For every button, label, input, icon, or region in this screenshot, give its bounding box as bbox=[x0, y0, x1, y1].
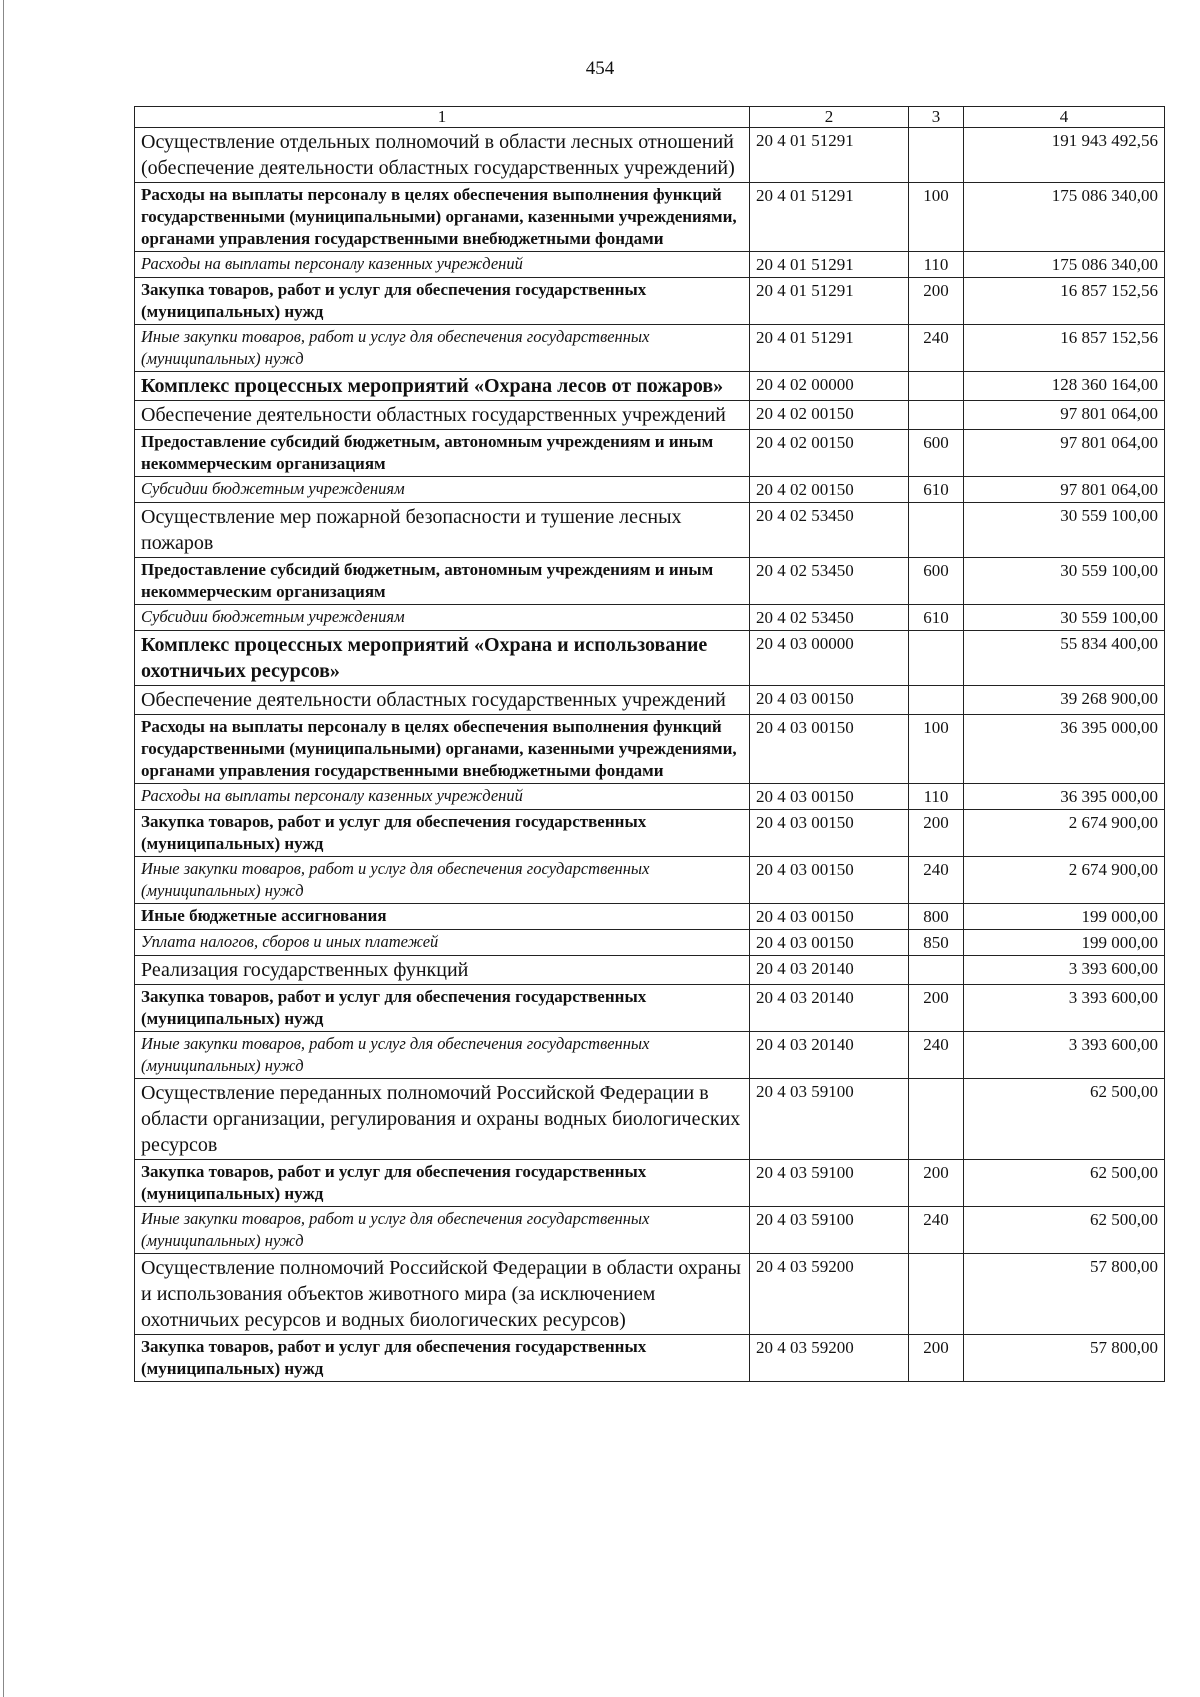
row-amount-cell: 191 943 492,56 bbox=[964, 128, 1165, 183]
table-row bbox=[135, 503, 1165, 558]
row-code-cell: 20 4 02 53450 bbox=[750, 503, 909, 558]
row-expense-type-cell: 240 bbox=[909, 325, 964, 372]
row-amount-cell: 97 801 064,00 bbox=[964, 430, 1165, 477]
row-expense-type-cell: 240 bbox=[909, 1032, 964, 1079]
row-expense-type-cell bbox=[909, 1254, 964, 1335]
table-row bbox=[135, 605, 1165, 631]
row-expense-type-cell: 100 bbox=[909, 183, 964, 252]
row-amount-cell: 36 395 000,00 bbox=[964, 715, 1165, 784]
row-amount-cell: 3 393 600,00 bbox=[964, 1032, 1165, 1079]
row-expense-type-cell bbox=[909, 372, 964, 401]
row-expense-type-cell: 110 bbox=[909, 252, 964, 278]
table-row bbox=[135, 930, 1165, 956]
row-amount-cell: 62 500,00 bbox=[964, 1079, 1165, 1160]
row-expense-type-cell bbox=[909, 631, 964, 686]
row-amount-cell: 30 559 100,00 bbox=[964, 605, 1165, 631]
column-header-code: 2 bbox=[750, 107, 909, 128]
table-row bbox=[135, 401, 1165, 430]
table-row bbox=[135, 1207, 1165, 1254]
row-name-cell: Предоставление субсидий бюджетным, автономным учреждениям и иным некоммерческим организациям bbox=[135, 430, 750, 477]
row-code-cell: 20 4 03 00150 bbox=[750, 930, 909, 956]
row-expense-type-cell bbox=[909, 401, 964, 430]
row-name-cell: Закупка товаров, работ и услуг для обеспечения государственных (муниципальных) нужд bbox=[135, 278, 750, 325]
row-expense-type-cell bbox=[909, 128, 964, 183]
row-expense-type-cell: 610 bbox=[909, 605, 964, 631]
row-amount-cell: 55 834 400,00 bbox=[964, 631, 1165, 686]
row-expense-type-cell: 110 bbox=[909, 784, 964, 810]
row-name-cell: Предоставление субсидий бюджетным, автономным учреждениям и иным некоммерческим организациям bbox=[135, 558, 750, 605]
row-name-cell: Осуществление полномочий Российской Федерации в области охраны и использования объектов животного мира (за исключением охотничьих ресурсов и водных биологических ресурсов) bbox=[135, 1254, 750, 1335]
row-name-cell: Субсидии бюджетным учреждениям bbox=[135, 477, 750, 503]
row-amount-cell: 57 800,00 bbox=[964, 1254, 1165, 1335]
row-code-cell: 20 4 02 00000 bbox=[750, 372, 909, 401]
row-amount-cell: 97 801 064,00 bbox=[964, 477, 1165, 503]
row-expense-type-cell: 610 bbox=[909, 477, 964, 503]
table-header-row bbox=[135, 107, 1165, 128]
row-code-cell: 20 4 03 59100 bbox=[750, 1079, 909, 1160]
row-code-cell: 20 4 02 53450 bbox=[750, 605, 909, 631]
budget-table bbox=[134, 106, 1165, 1382]
row-code-cell: 20 4 03 20140 bbox=[750, 985, 909, 1032]
row-name-cell: Закупка товаров, работ и услуг для обеспечения государственных (муниципальных) нужд bbox=[135, 810, 750, 857]
row-code-cell: 20 4 03 00150 bbox=[750, 784, 909, 810]
table-row bbox=[135, 430, 1165, 477]
row-amount-cell: 62 500,00 bbox=[964, 1207, 1165, 1254]
table-row bbox=[135, 1032, 1165, 1079]
row-expense-type-cell: 800 bbox=[909, 904, 964, 930]
row-amount-cell: 39 268 900,00 bbox=[964, 686, 1165, 715]
row-code-cell: 20 4 02 00150 bbox=[750, 477, 909, 503]
row-expense-type-cell bbox=[909, 503, 964, 558]
row-name-cell: Осуществление переданных полномочий Российской Федерации в области организации, регулирования и охраны водных биологических ресурсов bbox=[135, 1079, 750, 1160]
row-name-cell: Осуществление отдельных полномочий в области лесных отношений (обеспечение деятельности областных государственных учреждений) bbox=[135, 128, 750, 183]
row-amount-cell: 175 086 340,00 bbox=[964, 252, 1165, 278]
table-row bbox=[135, 278, 1165, 325]
table-row bbox=[135, 252, 1165, 278]
table-row bbox=[135, 904, 1165, 930]
row-expense-type-cell: 600 bbox=[909, 558, 964, 605]
row-code-cell: 20 4 02 53450 bbox=[750, 558, 909, 605]
row-name-cell: Реализация государственных функций bbox=[135, 956, 750, 985]
row-name-cell: Иные закупки товаров, работ и услуг для обеспечения государственных (муниципальных) нужд bbox=[135, 1207, 750, 1254]
row-code-cell: 20 4 03 00150 bbox=[750, 810, 909, 857]
column-header-expense-type: 3 bbox=[909, 107, 964, 128]
row-name-cell: Комплекс процессных мероприятий «Охрана лесов от пожаров» bbox=[135, 372, 750, 401]
row-expense-type-cell: 240 bbox=[909, 857, 964, 904]
row-name-cell: Обеспечение деятельности областных государственных учреждений bbox=[135, 686, 750, 715]
row-code-cell: 20 4 01 51291 bbox=[750, 325, 909, 372]
row-amount-cell: 30 559 100,00 bbox=[964, 503, 1165, 558]
row-code-cell: 20 4 03 00000 bbox=[750, 631, 909, 686]
row-expense-type-cell: 100 bbox=[909, 715, 964, 784]
row-code-cell: 20 4 01 51291 bbox=[750, 183, 909, 252]
row-name-cell: Уплата налогов, сборов и иных платежей bbox=[135, 930, 750, 956]
row-code-cell: 20 4 03 00150 bbox=[750, 857, 909, 904]
table-row bbox=[135, 372, 1165, 401]
table-row bbox=[135, 1079, 1165, 1160]
table-row bbox=[135, 985, 1165, 1032]
row-code-cell: 20 4 03 59100 bbox=[750, 1207, 909, 1254]
row-name-cell: Расходы на выплаты персоналу казенных учреждений bbox=[135, 252, 750, 278]
row-amount-cell: 30 559 100,00 bbox=[964, 558, 1165, 605]
row-amount-cell: 36 395 000,00 bbox=[964, 784, 1165, 810]
row-amount-cell: 62 500,00 bbox=[964, 1160, 1165, 1207]
row-name-cell: Комплекс процессных мероприятий «Охрана и использование охотничьих ресурсов» bbox=[135, 631, 750, 686]
table-row bbox=[135, 1254, 1165, 1335]
row-code-cell: 20 4 03 00150 bbox=[750, 904, 909, 930]
row-code-cell: 20 4 03 00150 bbox=[750, 715, 909, 784]
row-code-cell: 20 4 02 00150 bbox=[750, 430, 909, 477]
row-expense-type-cell: 850 bbox=[909, 930, 964, 956]
row-amount-cell: 97 801 064,00 bbox=[964, 401, 1165, 430]
table-row bbox=[135, 1335, 1165, 1382]
row-expense-type-cell bbox=[909, 686, 964, 715]
row-code-cell: 20 4 03 00150 bbox=[750, 686, 909, 715]
row-code-cell: 20 4 01 51291 bbox=[750, 252, 909, 278]
table-row bbox=[135, 715, 1165, 784]
table-row bbox=[135, 128, 1165, 183]
table-row bbox=[135, 857, 1165, 904]
row-code-cell: 20 4 01 51291 bbox=[750, 128, 909, 183]
row-expense-type-cell: 600 bbox=[909, 430, 964, 477]
table-row bbox=[135, 183, 1165, 252]
row-amount-cell: 199 000,00 bbox=[964, 904, 1165, 930]
row-name-cell: Обеспечение деятельности областных государственных учреждений bbox=[135, 401, 750, 430]
row-amount-cell: 175 086 340,00 bbox=[964, 183, 1165, 252]
column-header-name: 1 bbox=[135, 107, 750, 128]
row-amount-cell: 3 393 600,00 bbox=[964, 956, 1165, 985]
row-code-cell: 20 4 03 59200 bbox=[750, 1335, 909, 1382]
row-amount-cell: 57 800,00 bbox=[964, 1335, 1165, 1382]
row-name-cell: Закупка товаров, работ и услуг для обеспечения государственных (муниципальных) нужд bbox=[135, 985, 750, 1032]
row-name-cell: Осуществление мер пожарной безопасности и тушение лесных пожаров bbox=[135, 503, 750, 558]
table-body bbox=[135, 128, 1165, 1382]
row-code-cell: 20 4 03 59100 bbox=[750, 1160, 909, 1207]
column-header-amount: 4 bbox=[964, 107, 1165, 128]
row-code-cell: 20 4 03 59200 bbox=[750, 1254, 909, 1335]
scan-edge-line bbox=[3, 0, 4, 1697]
row-expense-type-cell: 240 bbox=[909, 1207, 964, 1254]
table-row bbox=[135, 631, 1165, 686]
table-row bbox=[135, 810, 1165, 857]
row-expense-type-cell: 200 bbox=[909, 278, 964, 325]
row-name-cell: Расходы на выплаты персоналу в целях обеспечения выполнения функций государственными (муниципальными) органами, казенными учреждениями, органами управления государственными внебюджетными фондами bbox=[135, 715, 750, 784]
page-number: 454 bbox=[585, 58, 615, 79]
row-code-cell: 20 4 03 20140 bbox=[750, 1032, 909, 1079]
row-amount-cell: 2 674 900,00 bbox=[964, 857, 1165, 904]
row-name-cell: Иные закупки товаров, работ и услуг для обеспечения государственных (муниципальных) нужд bbox=[135, 857, 750, 904]
table-row bbox=[135, 477, 1165, 503]
row-expense-type-cell bbox=[909, 1079, 964, 1160]
row-name-cell: Иные закупки товаров, работ и услуг для обеспечения государственных (муниципальных) нужд bbox=[135, 1032, 750, 1079]
row-amount-cell: 2 674 900,00 bbox=[964, 810, 1165, 857]
row-amount-cell: 128 360 164,00 bbox=[964, 372, 1165, 401]
row-name-cell: Субсидии бюджетным учреждениям bbox=[135, 605, 750, 631]
row-code-cell: 20 4 03 20140 bbox=[750, 956, 909, 985]
table-row bbox=[135, 956, 1165, 985]
row-code-cell: 20 4 02 00150 bbox=[750, 401, 909, 430]
table-row bbox=[135, 1160, 1165, 1207]
row-amount-cell: 199 000,00 bbox=[964, 930, 1165, 956]
row-expense-type-cell bbox=[909, 956, 964, 985]
row-amount-cell: 3 393 600,00 bbox=[964, 985, 1165, 1032]
row-expense-type-cell: 200 bbox=[909, 810, 964, 857]
row-name-cell: Расходы на выплаты персоналу казенных учреждений bbox=[135, 784, 750, 810]
row-code-cell: 20 4 01 51291 bbox=[750, 278, 909, 325]
row-name-cell: Иные бюджетные ассигнования bbox=[135, 904, 750, 930]
row-expense-type-cell: 200 bbox=[909, 1335, 964, 1382]
table-row bbox=[135, 558, 1165, 605]
row-name-cell: Расходы на выплаты персоналу в целях обеспечения выполнения функций государственными (муниципальными) органами, казенными учреждениями, органами управления государственными внебюджетными фондами bbox=[135, 183, 750, 252]
row-amount-cell: 16 857 152,56 bbox=[964, 278, 1165, 325]
table-row bbox=[135, 686, 1165, 715]
table-row bbox=[135, 784, 1165, 810]
row-name-cell: Закупка товаров, работ и услуг для обеспечения государственных (муниципальных) нужд bbox=[135, 1335, 750, 1382]
row-expense-type-cell: 200 bbox=[909, 985, 964, 1032]
row-name-cell: Закупка товаров, работ и услуг для обеспечения государственных (муниципальных) нужд bbox=[135, 1160, 750, 1207]
row-name-cell: Иные закупки товаров, работ и услуг для обеспечения государственных (муниципальных) нужд bbox=[135, 325, 750, 372]
table-row bbox=[135, 325, 1165, 372]
row-expense-type-cell: 200 bbox=[909, 1160, 964, 1207]
row-amount-cell: 16 857 152,56 bbox=[964, 325, 1165, 372]
